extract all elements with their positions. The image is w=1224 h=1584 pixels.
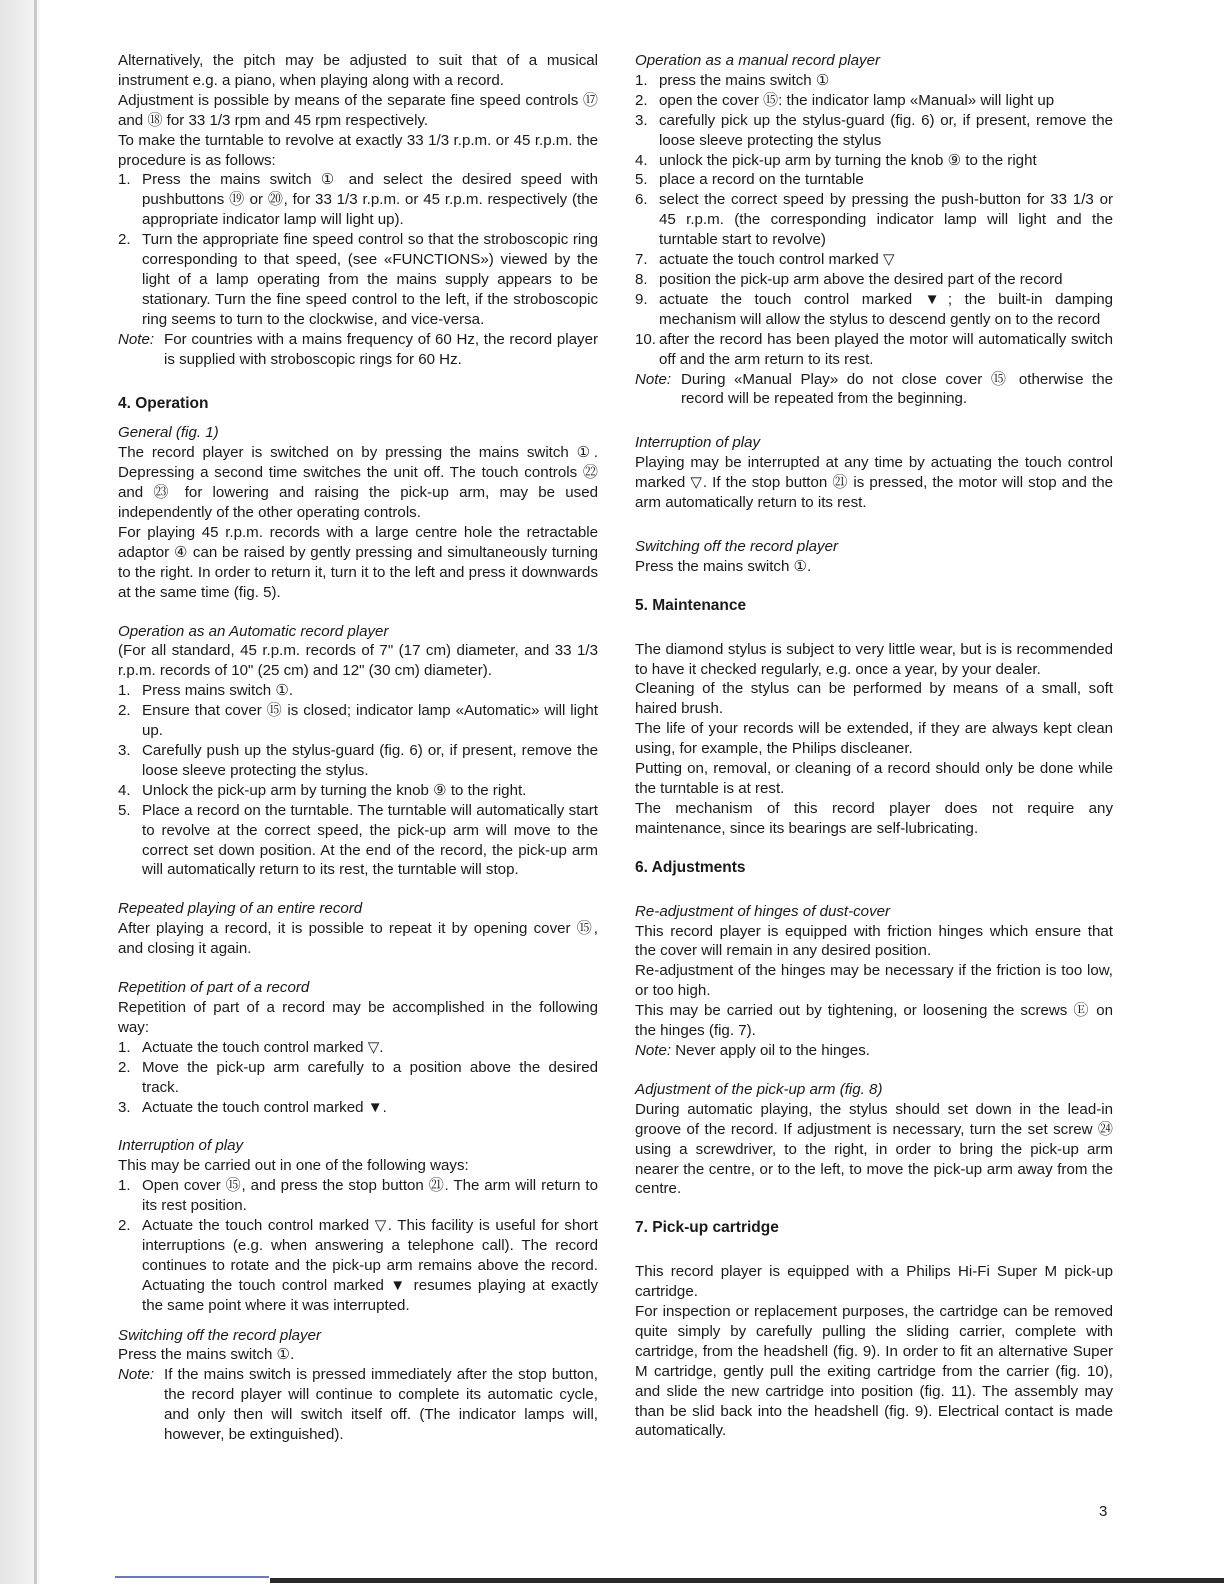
section-heading: 6. Adjustments bbox=[635, 858, 746, 876]
subsection-title: Switching off the record player bbox=[635, 537, 839, 555]
paragraph: (For all standard, 45 r.p.m. records of 7" (17 cm) diameter, and 33 1/3 r.p.m. records of 10" (25 cm) and 12" (30 cm) diameter). bbox=[118, 642, 598, 680]
note: Note: During «Manual Play» do not close cover ⑮ otherwise the record will be repeated from the beginning. bbox=[635, 370, 1113, 408]
subsection-title: General (fig. 1) bbox=[118, 424, 219, 442]
paragraph: Repetition of part of a record may be accomplished in the following way: bbox=[118, 998, 598, 1036]
paragraph: This may be carried out in one of the following ways: bbox=[118, 1157, 469, 1175]
paragraph: The life of your records will be extended, if they are always kept clean using, for example, the Philips discleaner. bbox=[635, 720, 1113, 758]
paragraph: Press the mains switch ①. bbox=[118, 1346, 295, 1364]
note: Note: For countries with a mains frequency of 60 Hz, the record player is supplied with stroboscopic rings for 60 Hz. bbox=[118, 330, 598, 368]
note: Note: If the mains switch is pressed immediately after the stop button, the record player will continue to complete its automatic cycle, and only then will switch itself off. (The indicator lamps will, however, be extinguished). bbox=[118, 1366, 598, 1444]
paragraph: For playing 45 r.p.m. records with a large centre hole the retractable adaptor ④ can be raised by gently pressing and simultaneously turning to the right. In order to return it, turn it to the left and press it downwards at the same time (fig. 5). bbox=[118, 523, 598, 601]
paragraph: This may be carried out by tightening, or loosening the screws Ⓔ on the hinges (fig. 7). bbox=[635, 1002, 1113, 1040]
paragraph: Playing may be interrupted at any time by actuating the touch control marked ▽. If the stop button ㉑ is pressed, the motor will stop and the arm automatically return to its rest. bbox=[635, 454, 1113, 512]
list-item: 9. actuate the touch control marked ▼; the built-in damping mechanism will allow the stylus to descend gently on to the record bbox=[635, 290, 1113, 328]
list-item: 1. Press the mains switch ① and select the desired speed with pushbuttons ⑲ or ⑳, for 33 1/3 r.p.m. or 45 r.p.m. respectively (the appropriate indicator lamp will light up). bbox=[118, 171, 598, 229]
page-number: 3 bbox=[1099, 1503, 1108, 1520]
right-column bbox=[635, 51, 1113, 1441]
bottom-rule bbox=[115, 1576, 269, 1578]
paragraph: This record player is equipped with a Philips Hi-Fi Super M pick-up cartridge. bbox=[635, 1263, 1113, 1301]
list-item: 4. unlock the pick-up arm by turning the knob ⑨ to the right bbox=[635, 151, 1037, 169]
list-item: 1. Open cover ⑮, and press the stop button ㉑. The arm will return to its rest position. bbox=[118, 1177, 598, 1215]
section-heading: 5. Maintenance bbox=[635, 596, 747, 614]
subsection-title: Interruption of play bbox=[635, 434, 761, 452]
subsection-title: Adjustment of the pick-up arm (fig. 8) bbox=[635, 1080, 883, 1098]
paragraph: Putting on, removal, or cleaning of a record should only be done while the turntable is at rest. bbox=[635, 760, 1113, 797]
subsection-title: Operation as a manual record player bbox=[635, 52, 880, 69]
section-heading: 4. Operation bbox=[118, 394, 209, 412]
paragraph: Re-adjustment of the hinges may be necessary if the friction is too low, or too high. bbox=[635, 962, 1113, 1000]
list-item: 7. actuate the touch control marked ▽ bbox=[635, 251, 895, 269]
list-item: 2. Actuate the touch control marked ▽. This facility is useful for short interruptions (e.g. when answering a telephone call). The record continues to rotate and the pick-up arm remains above the record. Actuating the touch control marked ▼ resumes playing at exactly the same point where it was interrupted. bbox=[118, 1217, 598, 1314]
list-item: 10. after the record has been played the motor will automatically switch off and the arm return to its rest. bbox=[635, 330, 1113, 368]
subsection-title: Re-adjustment of hinges of dust-cover bbox=[635, 902, 891, 920]
paragraph: The record player is switched on by pressing the mains switch ①. Depressing a second time switches the unit off. The touch controls ㉒ and ㉓ for lowering and raising the pick-up arm, may be used independently of the other operating controls. bbox=[118, 444, 598, 522]
paragraph: Cleaning of the stylus can be performed by means of a small, soft haired brush. bbox=[635, 680, 1113, 718]
list-item: 3. Actuate the touch control marked ▼. bbox=[118, 1098, 387, 1116]
subsection-title: Repeated playing of an entire record bbox=[118, 900, 363, 918]
list-item: 3. carefully pick up the stylus-guard (fig. 6) or, if present, remove the loose sleeve protecting the stylus bbox=[635, 111, 1113, 149]
list-item: 1. Press mains switch ①. bbox=[118, 682, 294, 700]
binding-line bbox=[34, 0, 37, 1584]
bottom-edge bbox=[270, 1578, 1224, 1583]
pitch-paragraph: Adjustment is possible by means of the separate fine speed controls ⑰ and ⑱ for 33 1/3 rpm and 45 rpm respectively. bbox=[118, 91, 598, 129]
subsection-title: Interruption of play bbox=[118, 1137, 244, 1155]
list-item: 1. Actuate the touch control marked ▽. bbox=[118, 1038, 384, 1056]
pitch-paragraph: To make the turntable to revolve at exactly 33 1/3 r.p.m. or 45 r.p.m. the procedure is as follows: bbox=[118, 131, 598, 169]
subsection-title: Repetition of part of a record bbox=[118, 979, 310, 997]
list-item: 1. press the mains switch ① bbox=[635, 71, 830, 89]
paragraph: After playing a record, it is possible to repeat it by opening cover ⑮, and closing it again. bbox=[118, 920, 598, 958]
note: Note: Never apply oil to the hinges. bbox=[635, 1041, 870, 1059]
left-column bbox=[118, 51, 598, 1445]
list-item: 5. Place a record on the turntable. The turntable will automatically start to revolve at the correct speed, the pick-up arm will move to the correct set down position. At the end of the record, the pick-up arm will automatically return to its rest, the turntable will stop. bbox=[118, 801, 598, 879]
list-item: 4. Unlock the pick-up arm by turning the knob ⑨ to the right. bbox=[118, 781, 527, 799]
list-item: 8. position the pick-up arm above the desired part of the record bbox=[635, 270, 1063, 288]
list-item: 3. Carefully push up the stylus-guard (fig. 6) or, if present, remove the loose sleeve protecting the stylus. bbox=[118, 742, 598, 779]
section-heading: 7. Pick-up cartridge bbox=[635, 1219, 779, 1237]
paragraph: During automatic playing, the stylus should set down in the lead-in groove of the record. If adjustment is necessary, turn the set screw ㉔ using a screwdriver, to the right, in order to bring the pick-up arm nearer the centre, or to the left, to move the pick-up arm away from the centre. bbox=[635, 1100, 1113, 1198]
paragraph: The mechanism of this record player does not require any maintenance, since its bearings are self-lubricating. bbox=[635, 799, 1113, 837]
paragraph: This record player is equipped with friction hinges which ensure that the cover will remain in any desired position. bbox=[635, 922, 1113, 960]
list-item: 5. place a record on the turntable bbox=[635, 171, 864, 189]
subsection-title: Switching off the record player bbox=[118, 1326, 322, 1344]
list-item: 2. open the cover ⑮: the indicator lamp «Manual» will light up bbox=[635, 91, 1055, 109]
paragraph: Press the mains switch ①. bbox=[635, 557, 812, 575]
subsection-title: Operation as an Automatic record player bbox=[118, 622, 389, 640]
list-item: 2. Move the pick-up arm carefully to a position above the desired track. bbox=[118, 1058, 598, 1096]
list-item: 2. Ensure that cover ⑮ is closed; indicator lamp «Automatic» will light up. bbox=[118, 702, 598, 740]
paragraph: For inspection or replacement purposes, the cartridge can be removed quite simply by carefully pulling the sliding carrier, complete with cartridge, from the headshell (fig. 9). In order to fit an alternative Super M cartridge, gently pull the exiting cartridge from the carrier (fig. 10), and slide the new cartridge into position (fig. 11). The assembly may than be slid back into the headshell (fig. 9). Electrical contact is made automatically. bbox=[635, 1303, 1113, 1440]
list-item: 2. Turn the appropriate fine speed control so that the stroboscopic ring corresponding to that speed, (see «FUNCTIONS») viewed by the light of a lamp operating from the mains supply appears to be stationary. Turn the fine speed control to the left, if the stroboscopic ring seems to turn to the clockwise, and vice-versa. bbox=[118, 231, 598, 328]
list-item: 6. select the correct speed by pressing the push-button for 33 1/3 or 45 r.p.m. (the corresponding indicator lamp will light and the turntable start to revolve) bbox=[635, 191, 1113, 249]
pitch-paragraph: Alternatively, the pitch may be adjusted to suit that of a musical instrument e.g. a piano, when playing along with a record. bbox=[118, 52, 598, 89]
paragraph: The diamond stylus is subject to very little wear, but is is recommended to have it checked regularly, e.g. once a year, by your dealer. bbox=[635, 640, 1113, 678]
